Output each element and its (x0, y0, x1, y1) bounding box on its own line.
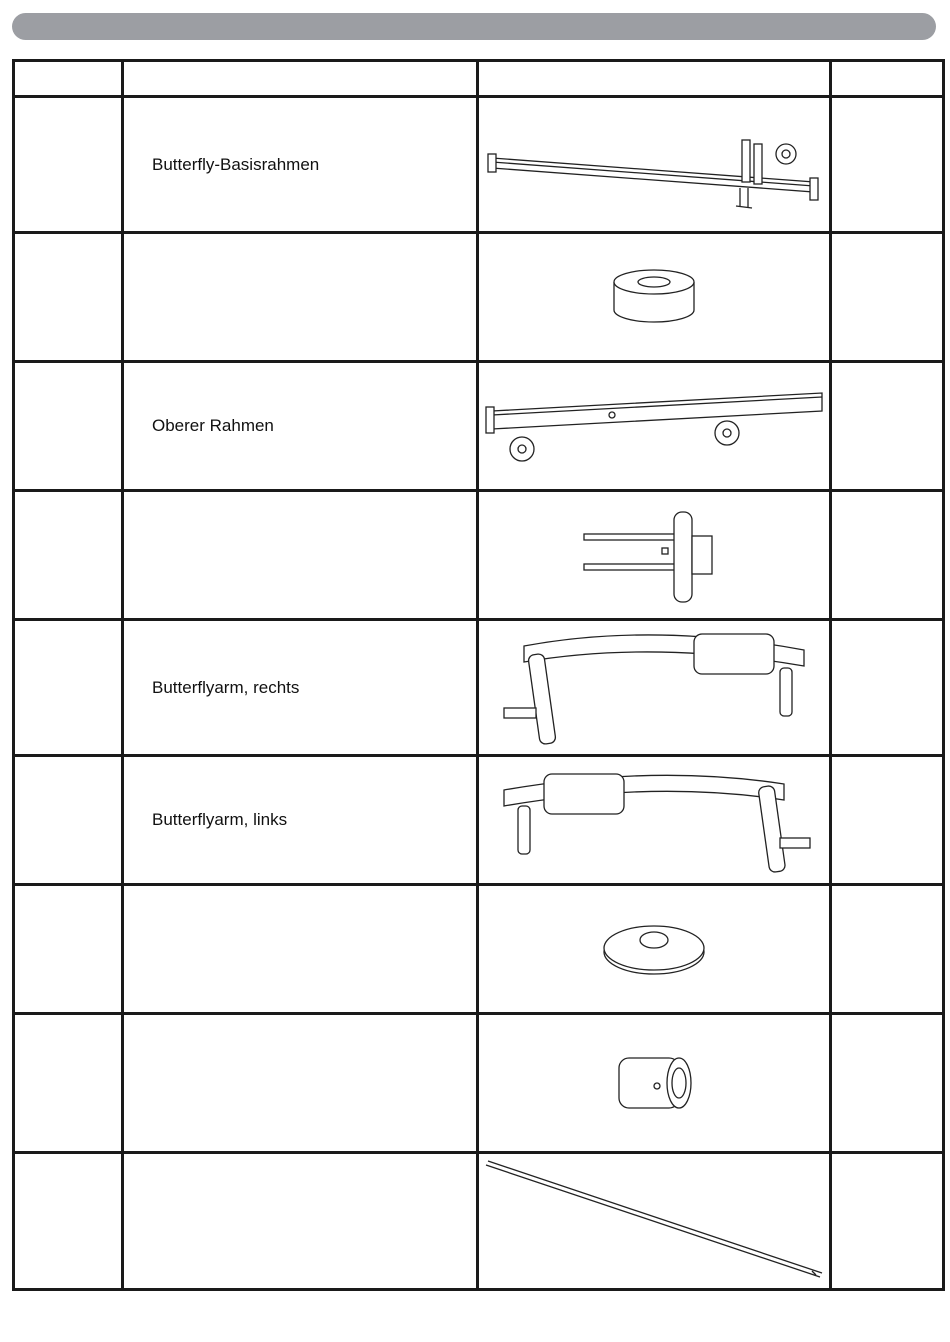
part-number (14, 233, 123, 362)
part-qty (831, 362, 944, 491)
part-number (14, 1153, 123, 1290)
header-no (14, 61, 123, 97)
spacer-ring-icon (478, 233, 831, 362)
part-number (14, 885, 123, 1014)
part-number (14, 97, 123, 233)
table-row (14, 362, 944, 491)
collar-icon (478, 1014, 831, 1153)
part-description: Butterflyarm, rechts (123, 620, 478, 756)
part-qty (831, 1014, 944, 1153)
part-description: Butterflyarm, links (123, 756, 478, 885)
base-frame-icon (478, 97, 831, 233)
header-qty (831, 61, 944, 97)
table-row (14, 1014, 944, 1153)
rod-icon (478, 1153, 831, 1290)
header-image (478, 61, 831, 97)
header-bar (12, 13, 936, 40)
part-description (123, 1153, 478, 1290)
part-description (123, 491, 478, 620)
part-number (14, 491, 123, 620)
washer-icon (478, 885, 831, 1014)
part-description (123, 233, 478, 362)
part-qty (831, 756, 944, 885)
butterfly-arm-left-icon (478, 756, 831, 885)
part-qty (831, 233, 944, 362)
table-row (14, 1153, 944, 1290)
parts-table (12, 59, 945, 1291)
part-description (123, 885, 478, 1014)
part-qty (831, 1153, 944, 1290)
part-number (14, 362, 123, 491)
part-qty (831, 620, 944, 756)
part-qty (831, 885, 944, 1014)
table-header-row (14, 61, 944, 97)
part-number (14, 1014, 123, 1153)
bracket-icon (478, 491, 831, 620)
part-qty (831, 491, 944, 620)
table-row (14, 233, 944, 362)
header-description (123, 61, 478, 97)
part-description: Oberer Rahmen (123, 362, 478, 491)
table-row (14, 756, 944, 885)
part-description (123, 1014, 478, 1153)
part-number (14, 620, 123, 756)
upper-frame-icon (478, 362, 831, 491)
table-row (14, 620, 944, 756)
part-number (14, 756, 123, 885)
table-row (14, 491, 944, 620)
butterfly-arm-right-icon (478, 620, 831, 756)
table-row (14, 885, 944, 1014)
part-description: Butterfly-Basisrahmen (123, 97, 478, 233)
table-row (14, 97, 944, 233)
part-qty (831, 97, 944, 233)
